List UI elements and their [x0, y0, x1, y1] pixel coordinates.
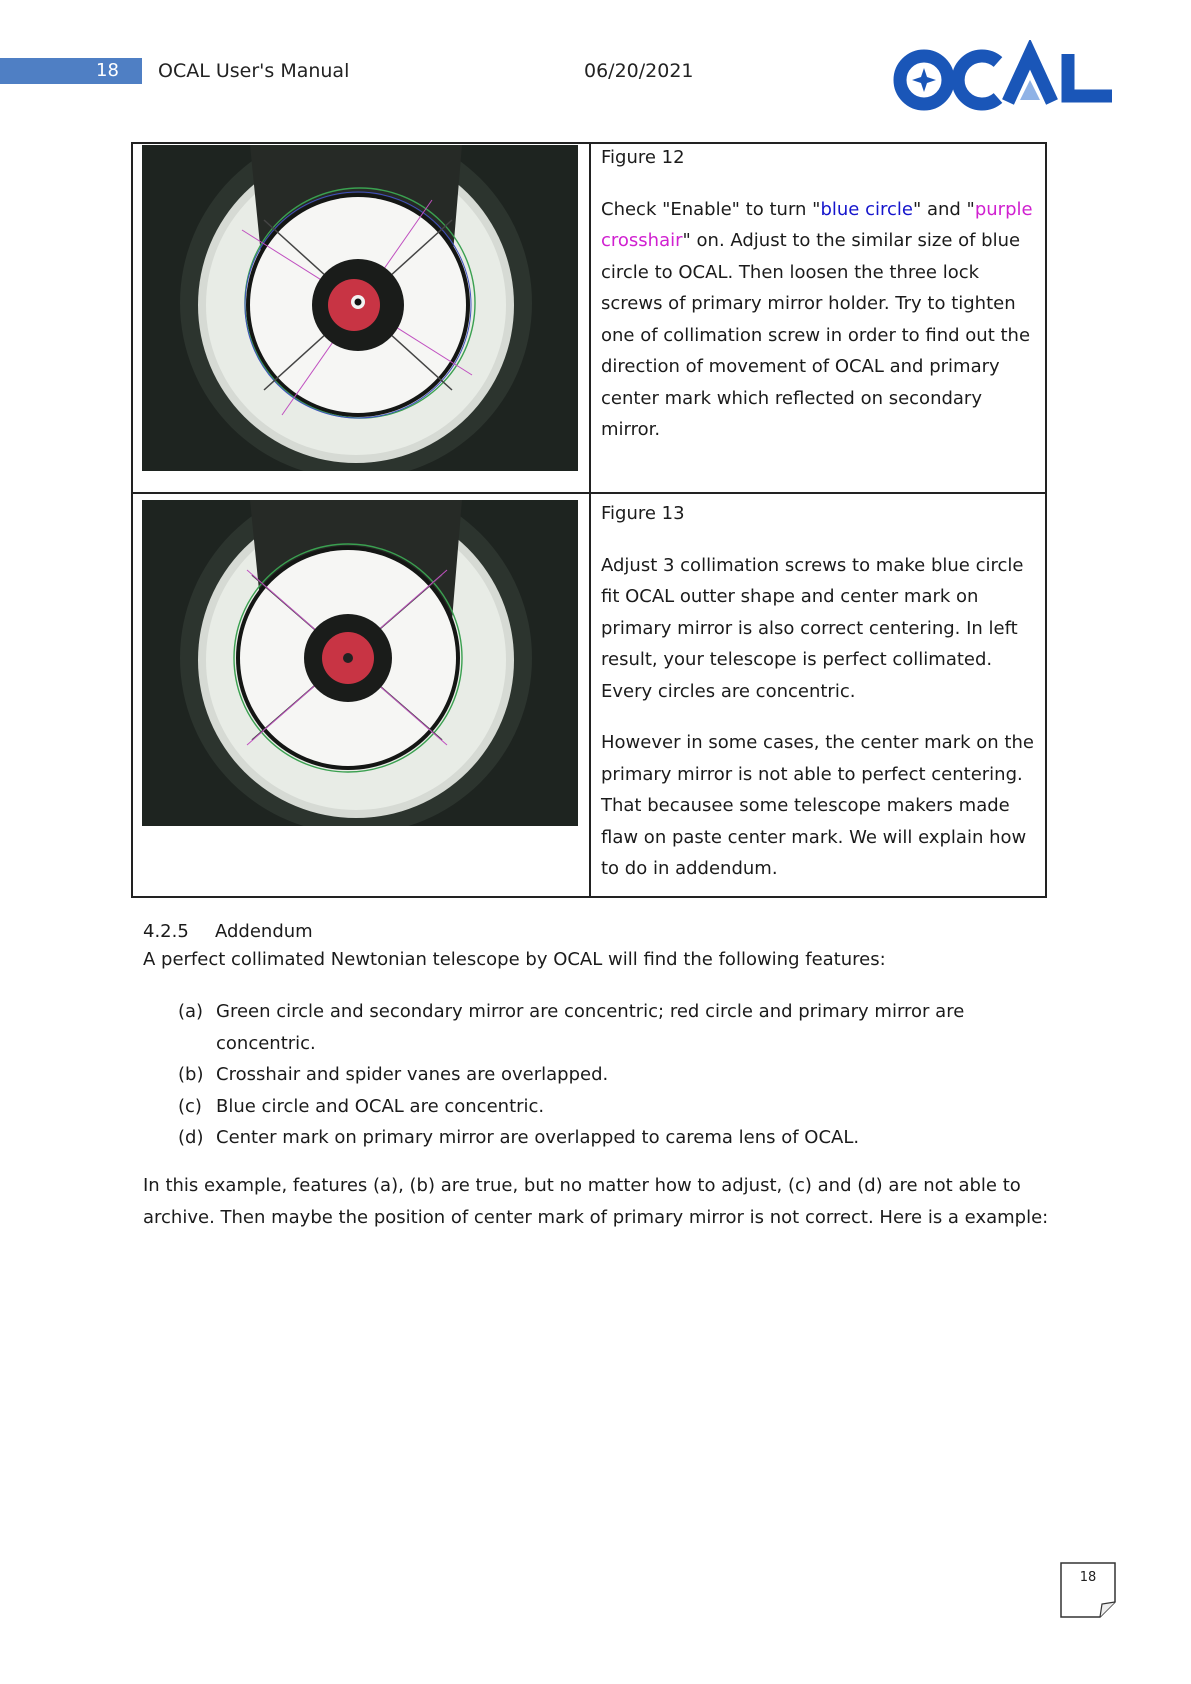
figure-13-label: Figure 13 — [601, 503, 685, 524]
ocal-logo — [890, 40, 1130, 120]
list-item — [178, 1059, 1028, 1091]
section-number: 4.2.5 — [143, 921, 189, 942]
purple-crosshair-term: purple crosshair — [601, 198, 1033, 251]
figure-13-caption — [601, 498, 1041, 905]
feature-list — [178, 996, 1028, 1154]
section-heading — [143, 918, 1063, 946]
figure-12-caption — [601, 142, 1041, 466]
list-marker: (d) — [178, 1127, 204, 1148]
list-item-text: Blue circle and OCAL are concentric. — [216, 1095, 545, 1117]
logo-text: OCAL — [1010, 117, 1016, 119]
addendum-section — [143, 918, 1063, 974]
figure-12-image — [142, 145, 578, 471]
figure-12-description — [601, 194, 1041, 446]
table-divider-vertical — [589, 144, 591, 896]
figure-12-text-part: " on. Adjust to the similar size of blue circle to OCAL. Then loosen the three lock screws of primary mirror holder. Try to tighten one of collimation screw in order to find out the direction of movement of OCAL and primary center mark which reflected on secondary mirror. — [601, 230, 1031, 440]
figure-13-image — [142, 500, 578, 826]
closing-paragraph: In this example, features (a), (b) are true, but no matter how to adjust, (c) and (d) are not able to archive. Then maybe the position of center mark of primary mirror is not correct. Here is a example: — [143, 1175, 1049, 1228]
figure-13-paragraph-1: Adjust 3 collimation screws to make blue circle fit OCAL outter shape and center mark on primary mirror is also correct centering. In left result, your telescope is perfect collimated. Every circles are concentric. — [601, 554, 1024, 702]
list-item — [178, 996, 1028, 1059]
list-item — [178, 1122, 1028, 1154]
list-item — [178, 1091, 1028, 1123]
list-marker: (b) — [178, 1064, 204, 1085]
section-intro: A perfect collimated Newtonian telescope by OCAL will find the following features: — [143, 949, 886, 970]
list-item-text: Center mark on primary mirror are overlapped to carema lens of OCAL. — [216, 1127, 860, 1148]
footer-page-number: 18 — [1079, 1570, 1097, 1585]
section-title: Addendum — [215, 921, 313, 942]
figure-12-text-part: Check "Enable" to turn " — [601, 198, 821, 220]
list-item-text: Crosshair and spider vanes are overlapped. — [216, 1064, 609, 1085]
list-marker: (c) — [178, 1095, 202, 1117]
blue-circle-term: blue circle — [820, 198, 913, 220]
figure-12-text-part: " and " — [912, 198, 975, 220]
list-item-text: Green circle and secondary mirror are concentric; red circle and primary mirror are concentric. — [216, 1001, 965, 1054]
figure-table — [131, 142, 1047, 898]
list-marker: (a) — [178, 1001, 204, 1022]
document-date: 06/20/2021 — [584, 60, 694, 82]
header-page-number: 18 — [96, 60, 119, 81]
table-divider-horizontal — [133, 492, 1045, 494]
document-title: OCAL User's Manual — [158, 60, 350, 82]
figure-13-paragraph-2: However in some cases, the center mark on the primary mirror is not able to perfect centering. That becausee some telescope makers made flaw on paste center mark. We will explain how to do in addendum. — [601, 732, 1034, 879]
figure-12-label: Figure 12 — [601, 147, 685, 168]
